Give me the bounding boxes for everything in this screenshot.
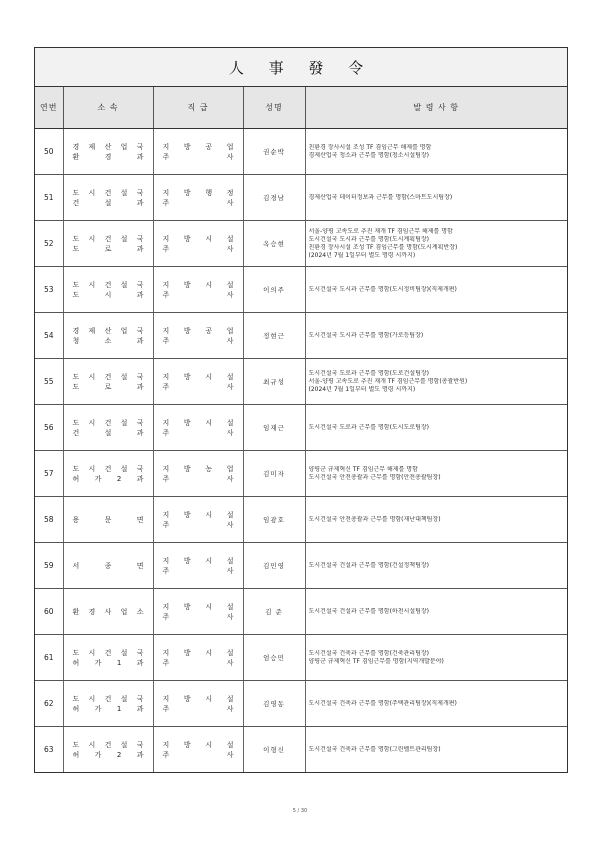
rank-cell bbox=[153, 635, 243, 681]
order-line: (2024년 7월 1일부터 별도 명령 시까지) bbox=[308, 251, 416, 259]
department-line: 환 경 과 bbox=[72, 152, 144, 161]
department-cell bbox=[63, 359, 153, 405]
department-line: 건 설 과 bbox=[72, 428, 144, 437]
rank-line: 지 방 공 업 bbox=[162, 142, 234, 151]
department-cell bbox=[63, 175, 153, 221]
table-row bbox=[35, 589, 567, 635]
row-number: 55 bbox=[35, 359, 63, 405]
person-name: 옥승현 bbox=[243, 221, 305, 267]
rank-line: 주 사 bbox=[162, 750, 234, 759]
order-line: 친환경 장사시설 조성 TF 겸임근무 해제를 명함 bbox=[308, 143, 432, 151]
rank-cell bbox=[153, 175, 243, 221]
rank-line: 지 방 공 업 bbox=[162, 326, 234, 335]
order-line: (2024년 7월 1일부터 별도 명령 시까지) bbox=[308, 385, 416, 393]
personnel-order-sheet bbox=[34, 47, 568, 773]
header-order: 발 령 사 항 bbox=[305, 87, 567, 129]
person-name: 권순박 bbox=[243, 129, 305, 175]
rank-line: 주 사 bbox=[162, 566, 234, 575]
order-cell bbox=[305, 405, 567, 451]
rank-line: 지 방 시 설 bbox=[162, 510, 234, 519]
department-cell bbox=[63, 405, 153, 451]
department-line: 청 소 과 bbox=[72, 336, 144, 345]
order-cell bbox=[305, 451, 567, 497]
rank-line: 주 사 bbox=[162, 428, 234, 437]
order-cell bbox=[305, 543, 567, 589]
table-row bbox=[35, 681, 567, 727]
rank-cell bbox=[153, 589, 243, 635]
rank-line: 지 방 시 설 bbox=[162, 372, 234, 381]
order-line: 도시건설국 도시과 근무를 명함(가로등팀장) bbox=[308, 331, 424, 339]
order-line: 도시건설국 도로과 근무를 명함(도로건설팀장) bbox=[308, 369, 430, 377]
order-line: 도시건설국 건축과 근무를 명함(건축관리팀장) bbox=[308, 649, 430, 657]
order-cell bbox=[305, 313, 567, 359]
order-line: 도시건설국 안전총괄과 근무를 명함(안전총괄팀장) bbox=[308, 473, 441, 481]
person-name: 김경남 bbox=[243, 175, 305, 221]
order-line: 친환경 장사시설 조성 TF 겸임근무를 명함(도시계획반장) bbox=[308, 243, 458, 251]
rank-cell bbox=[153, 405, 243, 451]
department-line: 용 문 면 bbox=[72, 515, 144, 524]
department-line: 경 제 산 업 국 bbox=[72, 142, 144, 151]
department-line: 허 가 1 과 bbox=[72, 658, 144, 667]
header-row bbox=[35, 87, 567, 129]
table-row bbox=[35, 451, 567, 497]
header-dept: 소 속 bbox=[63, 87, 153, 129]
department-line: 도 로 과 bbox=[72, 244, 144, 253]
order-cell bbox=[305, 175, 567, 221]
table-row bbox=[35, 129, 567, 175]
rank-line: 주 사 bbox=[162, 474, 234, 483]
rank-cell bbox=[153, 497, 243, 543]
rank-line: 지 방 시 설 bbox=[162, 556, 234, 565]
department-line: 경 제 산 업 국 bbox=[72, 326, 144, 335]
department-line: 서 종 면 bbox=[72, 561, 144, 570]
rank-cell bbox=[153, 267, 243, 313]
rank-line: 주 사 bbox=[162, 244, 234, 253]
row-number: 53 bbox=[35, 267, 63, 313]
rank-line: 주 사 bbox=[162, 382, 234, 391]
rank-line: 지 방 농 업 bbox=[162, 464, 234, 473]
table-row bbox=[35, 175, 567, 221]
department-cell bbox=[63, 589, 153, 635]
order-line: 도시건설국 건축과 근무를 명함(주택관리팀장)(직제개편) bbox=[308, 699, 457, 707]
person-name: 김 준 bbox=[243, 589, 305, 635]
rank-cell bbox=[153, 681, 243, 727]
department-cell bbox=[63, 451, 153, 497]
row-number: 50 bbox=[35, 129, 63, 175]
order-line: 양평군 규제혁신 TF 겸임근무를 명함(지역개발분야) bbox=[308, 657, 444, 665]
person-name: 김영동 bbox=[243, 681, 305, 727]
row-number: 58 bbox=[35, 497, 63, 543]
rank-line: 주 사 bbox=[162, 290, 234, 299]
department-cell bbox=[63, 543, 153, 589]
rank-cell bbox=[153, 543, 243, 589]
department-line: 허 가 2 과 bbox=[72, 474, 144, 483]
rank-line: 주 사 bbox=[162, 520, 234, 529]
rank-cell bbox=[153, 313, 243, 359]
rank-line: 지 방 시 설 bbox=[162, 280, 234, 289]
department-line: 도 시 건 설 국 bbox=[72, 372, 144, 381]
rank-line: 지 방 시 설 bbox=[162, 740, 234, 749]
person-name: 임광호 bbox=[243, 497, 305, 543]
department-cell bbox=[63, 497, 153, 543]
order-cell bbox=[305, 635, 567, 681]
person-name: 김미자 bbox=[243, 451, 305, 497]
table-row bbox=[35, 543, 567, 589]
order-line: 양평군 규제혁신 TF 겸임근무 해제를 명함 bbox=[308, 465, 418, 473]
department-line: 도 시 건 설 국 bbox=[72, 648, 144, 657]
person-name: 정현근 bbox=[243, 313, 305, 359]
row-number: 61 bbox=[35, 635, 63, 681]
rank-line: 지 방 시 설 bbox=[162, 234, 234, 243]
header-no: 연번 bbox=[35, 87, 63, 129]
department-line: 도 시 건 설 국 bbox=[72, 188, 144, 197]
order-line: 서울-양평 고속도로 추진 재개 TF 겸임근무 해제를 명함 bbox=[308, 227, 453, 235]
rank-line: 지 방 시 설 bbox=[162, 602, 234, 611]
table-row bbox=[35, 359, 567, 405]
department-cell bbox=[63, 727, 153, 773]
order-cell bbox=[305, 359, 567, 405]
order-cell bbox=[305, 267, 567, 313]
page-number: 5 / 30 bbox=[292, 808, 308, 814]
title-box bbox=[35, 48, 567, 87]
table-row bbox=[35, 405, 567, 451]
page-title: 人 事 發 令 bbox=[228, 58, 374, 77]
order-cell bbox=[305, 681, 567, 727]
row-number: 60 bbox=[35, 589, 63, 635]
rank-cell bbox=[153, 727, 243, 773]
row-number: 62 bbox=[35, 681, 63, 727]
personnel-table bbox=[35, 87, 567, 772]
person-name: 엄승민 bbox=[243, 635, 305, 681]
rank-cell bbox=[153, 129, 243, 175]
rank-cell bbox=[153, 359, 243, 405]
department-cell bbox=[63, 267, 153, 313]
row-number: 59 bbox=[35, 543, 63, 589]
rank-cell bbox=[153, 221, 243, 267]
table-row bbox=[35, 727, 567, 773]
person-name: 이의주 bbox=[243, 267, 305, 313]
order-line: 도시건설국 건설과 근무를 명함(하천시설팀장) bbox=[308, 607, 430, 615]
department-line: 도 시 건 설 국 bbox=[72, 464, 144, 473]
department-cell bbox=[63, 129, 153, 175]
rank-line: 지 방 시 설 bbox=[162, 648, 234, 657]
department-cell bbox=[63, 313, 153, 359]
department-cell bbox=[63, 681, 153, 727]
order-cell bbox=[305, 497, 567, 543]
header-name: 성명 bbox=[243, 87, 305, 129]
department-line: 건 설 과 bbox=[72, 198, 144, 207]
department-line: 도 시 건 설 국 bbox=[72, 740, 144, 749]
order-line: 도시건설국 안전총괄과 근무를 명함(재난대책팀장) bbox=[308, 515, 441, 523]
order-line: 도시건설국 도시과 근무를 명함(도시정비팀장)(직제개편) bbox=[308, 285, 457, 293]
rank-line: 지 방 시 설 bbox=[162, 694, 234, 703]
department-line: 도 시 과 bbox=[72, 290, 144, 299]
order-cell bbox=[305, 727, 567, 773]
person-name: 임재근 bbox=[243, 405, 305, 451]
table-body bbox=[35, 129, 567, 773]
department-line: 도 시 건 설 국 bbox=[72, 280, 144, 289]
order-line: 경제산업국 청소과 근무를 명함(청소시설팀장) bbox=[308, 151, 430, 159]
row-number: 54 bbox=[35, 313, 63, 359]
person-name: 최규성 bbox=[243, 359, 305, 405]
order-cell bbox=[305, 129, 567, 175]
department-line: 허 가 2 과 bbox=[72, 750, 144, 759]
rank-line: 지 방 행 정 bbox=[162, 188, 234, 197]
order-cell bbox=[305, 221, 567, 267]
order-line: 경제산업국 데이터정보과 근무를 명함(스마트도시팀장) bbox=[308, 193, 453, 201]
rank-line: 주 사 bbox=[162, 704, 234, 713]
rank-cell bbox=[153, 451, 243, 497]
department-line: 환 경 사 업 소 bbox=[72, 607, 144, 616]
department-line: 도 시 건 설 국 bbox=[72, 694, 144, 703]
department-line: 도 시 건 설 국 bbox=[72, 418, 144, 427]
rank-line: 지 방 시 설 bbox=[162, 418, 234, 427]
row-number: 51 bbox=[35, 175, 63, 221]
rank-line: 주 사 bbox=[162, 612, 234, 621]
table-row bbox=[35, 313, 567, 359]
table-row bbox=[35, 267, 567, 313]
order-line: 도시건설국 건설과 근무를 명함(건설정책팀장) bbox=[308, 561, 430, 569]
table-row bbox=[35, 221, 567, 267]
rank-line: 주 사 bbox=[162, 198, 234, 207]
header-rank: 직 급 bbox=[153, 87, 243, 129]
person-name: 김민영 bbox=[243, 543, 305, 589]
row-number: 56 bbox=[35, 405, 63, 451]
person-name: 이형신 bbox=[243, 727, 305, 773]
department-line: 허 가 1 과 bbox=[72, 704, 144, 713]
rank-line: 주 사 bbox=[162, 336, 234, 345]
order-line: 도시건설국 건축과 근무를 명함(그린벨트관리팀장) bbox=[308, 745, 441, 753]
table-row bbox=[35, 497, 567, 543]
table-row bbox=[35, 635, 567, 681]
row-number: 52 bbox=[35, 221, 63, 267]
department-cell bbox=[63, 635, 153, 681]
rank-line: 주 사 bbox=[162, 658, 234, 667]
order-cell bbox=[305, 589, 567, 635]
department-line: 도 시 건 설 국 bbox=[72, 234, 144, 243]
rank-line: 주 사 bbox=[162, 152, 234, 161]
row-number: 57 bbox=[35, 451, 63, 497]
order-line: 도시건설국 도로과 근무를 명함(도시도로팀장) bbox=[308, 423, 430, 431]
order-line: 도시건설국 도시과 근무를 명함(도시계획팀장) bbox=[308, 235, 430, 243]
department-cell bbox=[63, 221, 153, 267]
department-line: 도 로 과 bbox=[72, 382, 144, 391]
order-line: 서울-양평 고속도로 추진 재개 TF 겸임근무를 명함(총괄반원) bbox=[308, 377, 468, 385]
row-number: 63 bbox=[43, 745, 54, 754]
